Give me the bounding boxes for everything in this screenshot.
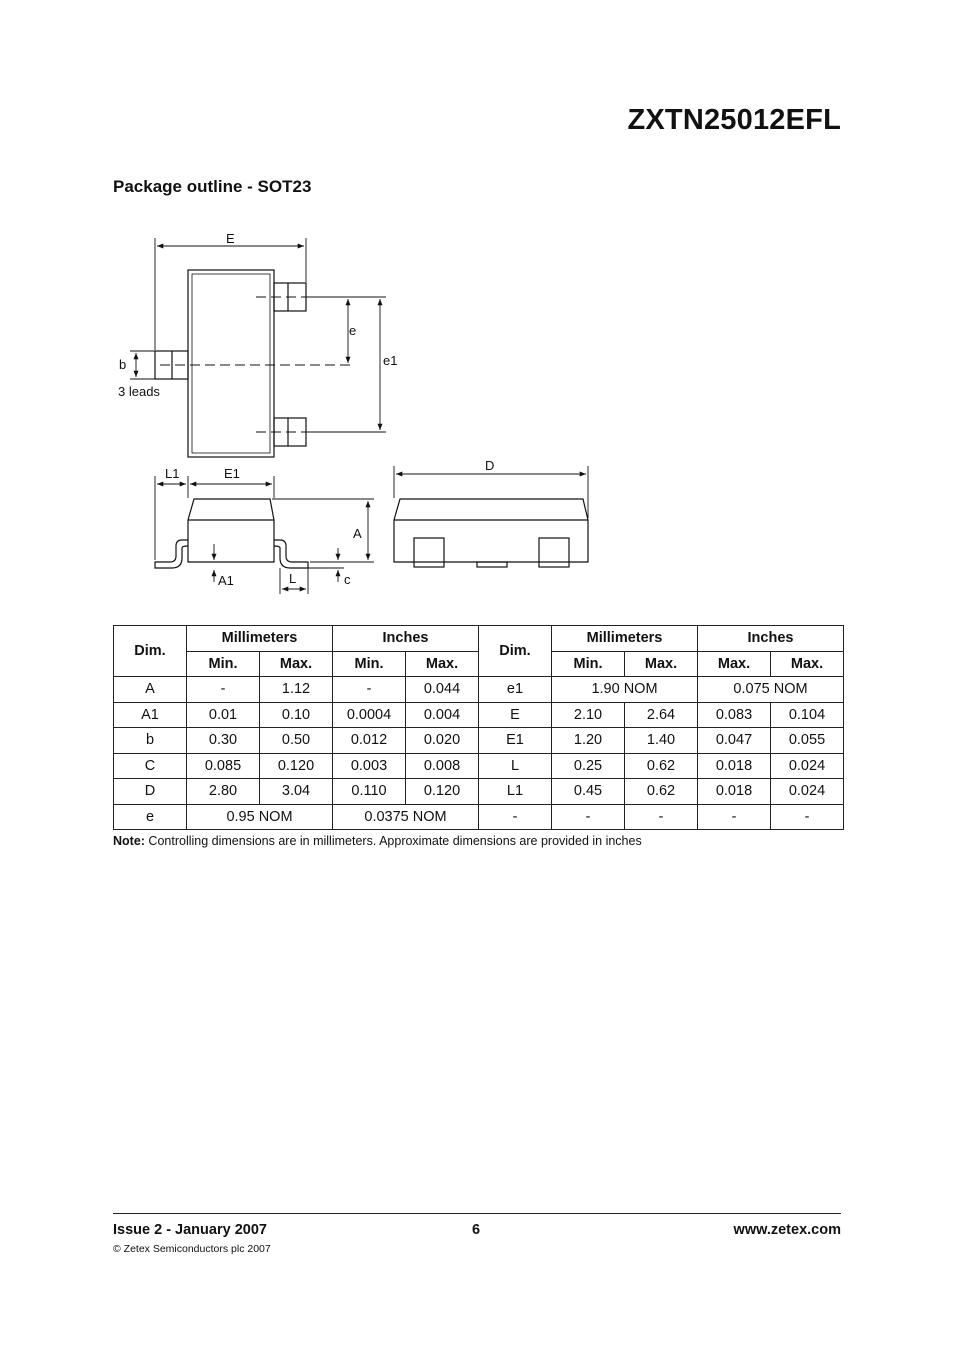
table-row [114, 753, 844, 779]
table-cell: E1 [479, 728, 552, 754]
table-row [114, 779, 844, 805]
table-row [114, 728, 844, 754]
table-cell: A [114, 677, 187, 703]
table-cell: L [479, 753, 552, 779]
footer-copyright: © Zetex Semiconductors plc 2007 [113, 1243, 271, 1255]
header-millimeters: Millimeters [187, 626, 333, 652]
table-cell: - [771, 804, 844, 830]
note-text: Controlling dimensions are in millimeters. Approximate dimensions are provided in inches [144, 834, 642, 848]
label-e: e [349, 323, 357, 338]
label-D: D [485, 458, 495, 473]
table-row [114, 702, 844, 728]
label-b: b [119, 357, 127, 372]
table-cell: 2.10 [552, 702, 625, 728]
subheader: Max. [260, 651, 333, 677]
table-cell: 0.012 [333, 728, 406, 754]
table-cell: 0.020 [406, 728, 479, 754]
table-cell: L1 [479, 779, 552, 805]
subheader: Min. [333, 651, 406, 677]
header-millimeters-2: Millimeters [552, 626, 698, 652]
footer-page-number: 6 [472, 1222, 481, 1238]
table-cell: - [479, 804, 552, 830]
table-cell: 0.30 [187, 728, 260, 754]
table-cell: 0.085 [187, 753, 260, 779]
subheader: Max. [771, 651, 844, 677]
table-cell: 0.024 [771, 753, 844, 779]
table-cell: b [114, 728, 187, 754]
table-cell: - [552, 804, 625, 830]
package-outline-drawing [0, 0, 954, 620]
table-cell: 2.80 [187, 779, 260, 805]
table-cell: 0.104 [771, 702, 844, 728]
table-cell: 0.024 [771, 779, 844, 805]
table-cell: 0.018 [698, 753, 771, 779]
table-cell: 0.008 [406, 753, 479, 779]
footer-website-link[interactable]: www.zetex.com [733, 1222, 841, 1238]
subheader: Max. [698, 651, 771, 677]
table-cell: 0.95 NOM [187, 804, 333, 830]
table-cell: 1.12 [260, 677, 333, 703]
header-inches: Inches [333, 626, 479, 652]
table-cell: 0.50 [260, 728, 333, 754]
table-cell: 0.044 [406, 677, 479, 703]
table-cell: 2.64 [625, 702, 698, 728]
table-cell: 0.055 [771, 728, 844, 754]
table-cell: - [187, 677, 260, 703]
part-number: ZXTN25012EFL [627, 104, 841, 136]
dimensions-table [113, 625, 844, 830]
table-cell: 0.120 [406, 779, 479, 805]
table-cell: 0.62 [625, 753, 698, 779]
table-cell: 0.45 [552, 779, 625, 805]
top-view-body [188, 270, 274, 457]
label-E1: E1 [224, 466, 240, 481]
table-cell: 0.10 [260, 702, 333, 728]
table-cell: 1.20 [552, 728, 625, 754]
table-cell: 0.0375 NOM [333, 804, 479, 830]
label-E: E [226, 231, 235, 246]
table-cell: 0.110 [333, 779, 406, 805]
label-A: A [353, 526, 362, 541]
header-inches-2: Inches [698, 626, 844, 652]
table-cell: A1 [114, 702, 187, 728]
table-cell: 0.01 [187, 702, 260, 728]
table-cell: 0.075 NOM [698, 677, 844, 703]
header-dim: Dim. [114, 626, 187, 677]
subheader: Max. [625, 651, 698, 677]
table-cell: 0.0004 [333, 702, 406, 728]
table-cell: 0.25 [552, 753, 625, 779]
table-cell: 0.018 [698, 779, 771, 805]
table-cell: 0.047 [698, 728, 771, 754]
subheader: Min. [552, 651, 625, 677]
side-view-body [188, 499, 274, 562]
end-view-body [394, 499, 588, 562]
table-row [114, 804, 844, 830]
table-cell: 1.90 NOM [552, 677, 698, 703]
table-cell: 3.04 [260, 779, 333, 805]
footer-issue: Issue 2 - January 2007 [113, 1222, 267, 1238]
label-L1: L1 [165, 466, 180, 481]
table-row [114, 677, 844, 703]
label-L: L [289, 571, 297, 586]
table-cell: 0.003 [333, 753, 406, 779]
label-3-leads: 3 leads [118, 384, 160, 399]
table-cell: - [698, 804, 771, 830]
note-label: Note: [113, 834, 145, 848]
table-cell: D [114, 779, 187, 805]
table-header-row [114, 626, 844, 652]
table-cell: - [625, 804, 698, 830]
table-cell: C [114, 753, 187, 779]
subheader: Max. [406, 651, 479, 677]
table-cell: e1 [479, 677, 552, 703]
label-A1: A1 [218, 573, 234, 588]
table-cell: - [333, 677, 406, 703]
table-cell: 0.004 [406, 702, 479, 728]
label-e1: e1 [383, 353, 398, 368]
table-cell: 0.083 [698, 702, 771, 728]
table-cell: 0.62 [625, 779, 698, 805]
table-cell: 1.40 [625, 728, 698, 754]
subheader: Min. [187, 651, 260, 677]
table-cell: 0.120 [260, 753, 333, 779]
table-note [113, 834, 642, 848]
header-dim-2: Dim. [479, 626, 552, 677]
table-cell: e [114, 804, 187, 830]
footer-rule [113, 1213, 841, 1214]
section-title: Package outline - SOT23 [113, 177, 312, 196]
label-c: c [344, 572, 351, 587]
table-cell: E [479, 702, 552, 728]
